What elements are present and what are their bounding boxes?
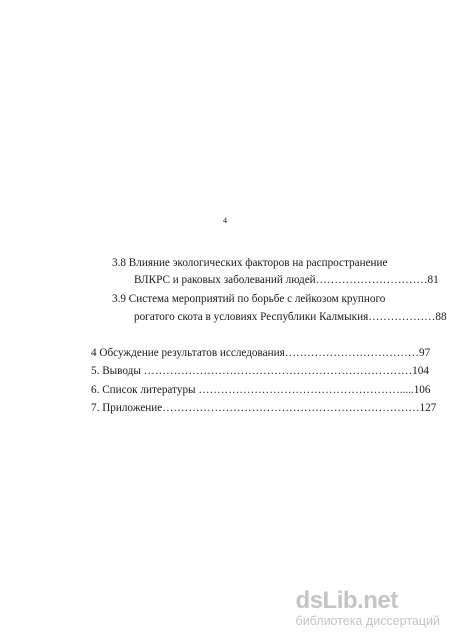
watermark-logo xyxy=(296,588,440,628)
toc-entry-5: 5. Выводы ………………………………………………………………104 xyxy=(91,365,429,377)
watermark-tagline: библиотека диссертаций xyxy=(295,614,440,628)
toc-entry-7: 7. Приложение……………………………………………………………127 xyxy=(91,402,437,414)
watermark-brand: dsLib.net xyxy=(295,587,398,614)
page-number: 4 xyxy=(223,216,227,225)
toc-entry-3-8-continuation: ВЛКРС и раковых заболеваний людей…………………………81 xyxy=(134,274,439,286)
toc-entry-4: 4 Обсуждение результатов исследования………………………………97 xyxy=(91,347,431,359)
toc-entry-3-9-continuation: рогатого скота в условиях Республики Калмыкия………………88 xyxy=(134,311,447,323)
toc-entry-6: 6. Список литературы ……………………………………………….....106 xyxy=(91,384,431,396)
toc-entry-3-8-title: 3.8 Влияние экологических факторов на распространение xyxy=(112,257,388,269)
toc-entry-3-9-title: 3.9 Система мероприятий по борьбе с лейкозом крупного xyxy=(112,293,386,305)
